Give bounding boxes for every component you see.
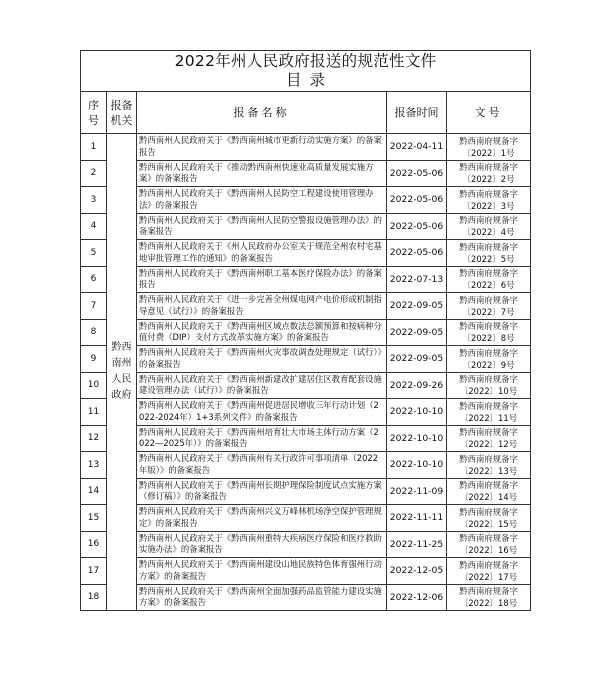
table-row — [81, 160, 531, 187]
row-doc-number: 黔西南府规备字 〔2022〕11号 — [447, 399, 531, 426]
row-date: 2022-07-13 — [387, 266, 447, 293]
title-main: 2022年州人民政府报送的规范性文件 — [174, 52, 437, 70]
document-title — [81, 51, 531, 92]
row-doc-number: 黔西南府规备字 〔2022〕16号 — [447, 531, 531, 558]
organ-cell: 黔西 南州 人民 政府 — [107, 134, 137, 611]
header-date: 报备时间 — [387, 92, 447, 134]
row-name: 黔西南州人民政府关于《州人民政府办公室关于规范全州农村宅基地审批管理工作的通知》的备案报告 — [137, 240, 387, 267]
row-doc-number: 黔西南府规备字 〔2022〕3号 — [447, 187, 531, 214]
table-row — [81, 213, 531, 240]
table-row — [81, 240, 531, 267]
row-doc-number: 黔西南府规备字 〔2022〕12号 — [447, 425, 531, 452]
row-seq: 12 — [81, 425, 107, 452]
row-seq: 7 — [81, 293, 107, 320]
row-date: 2022-12-06 — [387, 584, 447, 611]
row-date: 2022-09-05 — [387, 319, 447, 346]
header-row — [81, 92, 531, 134]
row-date: 2022-11-11 — [387, 505, 447, 532]
row-name: 黔西南州人民政府关于《黔西南州职工基本医疗保险办法》的备案报告 — [137, 266, 387, 293]
row-doc-number: 黔西南府规备字 〔2022〕10号 — [447, 372, 531, 399]
row-name: 黔西南州人民政府关于《黔西南州长期护理保险制度试点实施方案（修订稿）》的备案报告 — [137, 478, 387, 505]
row-seq: 18 — [81, 584, 107, 611]
row-date: 2022-04-11 — [387, 134, 447, 161]
row-name: 黔西南州人民政府关于《黔西南州有关行政许可事项清单（2022年版）》的备案报告 — [137, 452, 387, 479]
row-doc-number: 黔西南府规备字 〔2022〕14号 — [447, 478, 531, 505]
row-seq: 9 — [81, 346, 107, 373]
row-name: 黔西南州人民政府关于《黔西南州兴义万峰林机场净空保护管理规定》的备案报告 — [137, 505, 387, 532]
row-doc-number: 黔西南府规备字 〔2022〕18号 — [447, 584, 531, 611]
row-doc-number: 黔西南府规备字 〔2022〕17号 — [447, 558, 531, 585]
row-doc-number: 黔西南府规备字 〔2022〕4号 — [447, 213, 531, 240]
row-date: 2022-09-05 — [387, 346, 447, 373]
row-date: 2022-05-06 — [387, 187, 447, 214]
row-seq: 4 — [81, 213, 107, 240]
row-doc-number: 黔西南府规备字 〔2022〕13号 — [447, 452, 531, 479]
table-row — [81, 584, 531, 611]
title-catalog: 目录 — [286, 71, 334, 89]
row-seq: 15 — [81, 505, 107, 532]
row-doc-number: 黔西南府规备字 〔2022〕5号 — [447, 240, 531, 267]
table-row — [81, 531, 531, 558]
table-row — [81, 505, 531, 532]
header-organ: 报备 机关 — [107, 92, 137, 134]
table-row — [81, 399, 531, 426]
row-name: 黔西南州人民政府关于《黔西南州人民防空警报设施管理办法》的备案报告 — [137, 213, 387, 240]
row-seq: 2 — [81, 160, 107, 187]
row-date: 2022-09-05 — [387, 293, 447, 320]
row-date: 2022-12-05 — [387, 558, 447, 585]
row-name: 黔西南州人民政府关于《黔西南州重特大疾病医疗保险和医疗救助实施办法》的备案报告 — [137, 531, 387, 558]
row-seq: 13 — [81, 452, 107, 479]
row-date: 2022-05-06 — [387, 213, 447, 240]
row-doc-number: 黔西南府规备字 〔2022〕8号 — [447, 319, 531, 346]
table-row — [81, 293, 531, 320]
row-doc-number: 黔西南府规备字 〔2022〕2号 — [447, 160, 531, 187]
row-date: 2022-10-10 — [387, 425, 447, 452]
row-doc-number: 黔西南府规备字 〔2022〕6号 — [447, 266, 531, 293]
header-seq: 序 号 — [81, 92, 107, 134]
row-name: 黔西南州人民政府关于《黔西南州火灾事故调查处理规定（试行）》的备案报告 — [137, 346, 387, 373]
row-date: 2022-10-10 — [387, 452, 447, 479]
row-doc-number: 黔西南府规备字 〔2022〕9号 — [447, 346, 531, 373]
row-seq: 5 — [81, 240, 107, 267]
header-doc-number: 文号 — [447, 92, 531, 134]
row-name: 黔西南州人民政府关于《推动黔西南州快速业高质量发展实施方案》的备案报告 — [137, 160, 387, 187]
row-name: 黔西南州人民政府关于《黔西南州城市更新行动实施方案》的备案报告 — [137, 134, 387, 161]
row-date: 2022-11-25 — [387, 531, 447, 558]
row-seq: 14 — [81, 478, 107, 505]
table-body — [81, 134, 531, 611]
table-row — [81, 372, 531, 399]
row-name: 黔西南州人民政府关于《黔西南州新建改扩建居住区教育配套设施建设管理办法（试行）》的备案报告 — [137, 372, 387, 399]
row-seq: 8 — [81, 319, 107, 346]
row-doc-number: 黔西南府规备字 〔2022〕7号 — [447, 293, 531, 320]
row-date: 2022-05-06 — [387, 240, 447, 267]
filing-table — [80, 50, 531, 611]
row-seq: 16 — [81, 531, 107, 558]
row-seq: 11 — [81, 399, 107, 426]
row-seq: 10 — [81, 372, 107, 399]
row-name: 黔西南州人民政府关于《黔西南州培育壮大市场主体行动方案（2022—2025年）》的备案报告 — [137, 425, 387, 452]
table-row — [81, 452, 531, 479]
table-row — [81, 558, 531, 585]
row-name: 黔西南州人民政府关于《进一步完善全州煤电网产电价形成机制指导意见（试行）》的备案报告 — [137, 293, 387, 320]
table-row — [81, 478, 531, 505]
table-row — [81, 187, 531, 214]
row-name: 黔西南州人民政府关于《黔西南州建设山地民族特色体育强州行动方案》的备案报告 — [137, 558, 387, 585]
table-row — [81, 134, 531, 161]
table-row — [81, 346, 531, 373]
row-name: 黔西南州人民政府关于《黔西南州促进居民增收三年行动计划（2022-2024年）1+3系列文件》的备案报告 — [137, 399, 387, 426]
row-name: 黔西南州人民政府关于《黔西南州区域点数法总额预算和按病种分值付费（DIP）支付方式改革实施方案》的备案报告 — [137, 319, 387, 346]
row-doc-number: 黔西南府规备字 〔2022〕1号 — [447, 134, 531, 161]
row-doc-number: 黔西南府规备字 〔2022〕15号 — [447, 505, 531, 532]
row-date: 2022-05-06 — [387, 160, 447, 187]
row-name: 黔西南州人民政府关于《黔西南州人民防空工程建设使用管理办法》的备案报告 — [137, 187, 387, 214]
row-seq: 17 — [81, 558, 107, 585]
row-date: 2022-10-10 — [387, 399, 447, 426]
row-date: 2022-11-09 — [387, 478, 447, 505]
table-row — [81, 425, 531, 452]
header-name: 报备名称 — [137, 92, 387, 134]
row-seq: 3 — [81, 187, 107, 214]
row-date: 2022-09-26 — [387, 372, 447, 399]
row-seq: 1 — [81, 134, 107, 161]
table-row — [81, 266, 531, 293]
row-seq: 6 — [81, 266, 107, 293]
table-row — [81, 319, 531, 346]
row-name: 黔西南州人民政府关于《黔西南州全面加强药品监管能力建设实施方案》的备案报告 — [137, 584, 387, 611]
